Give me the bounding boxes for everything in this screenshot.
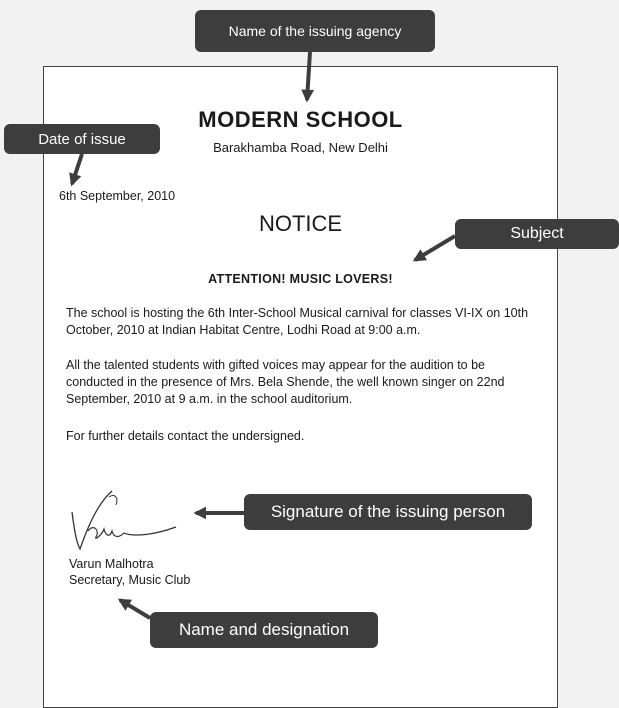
school-name: MODERN SCHOOL bbox=[198, 107, 403, 132]
signatory-designation: Secretary, Music Club bbox=[69, 573, 191, 587]
signatory-block bbox=[69, 556, 190, 588]
callout-subject: Subject bbox=[455, 219, 619, 249]
callout-signature: Signature of the issuing person bbox=[244, 494, 532, 530]
callout-date: Date of issue bbox=[4, 124, 160, 154]
subject-line: ATTENTION! MUSIC LOVERS! bbox=[208, 272, 393, 286]
notice-paragraph-2: All the talented students with gifted voices may appear for the audition to be conducted in the presence of Mrs. Bela Shende, the well known singer on 22nd September, 2010 at 9 a.m. in the school auditorium. bbox=[66, 358, 505, 406]
notice-heading: NOTICE bbox=[258, 211, 343, 236]
school-address: Barakhamba Road, New Delhi bbox=[213, 140, 388, 155]
callout-name-designation: Name and designation bbox=[150, 612, 378, 648]
callout-agency: Name of the issuing agency bbox=[195, 10, 435, 52]
notice-paragraph-3: For further details contact the undersigned. bbox=[66, 429, 305, 443]
issue-date: 6th September, 2010 bbox=[59, 189, 176, 203]
handwritten-signature bbox=[64, 487, 184, 557]
notice-paragraph-1: The school is hosting the 6th Inter-School Musical carnival for classes VI-IX on 10th October, 2010 at Indian Habitat Centre, Lodhi Road at 9:00 a.m. bbox=[66, 306, 529, 337]
signatory-name: Varun Malhotra bbox=[69, 557, 154, 571]
